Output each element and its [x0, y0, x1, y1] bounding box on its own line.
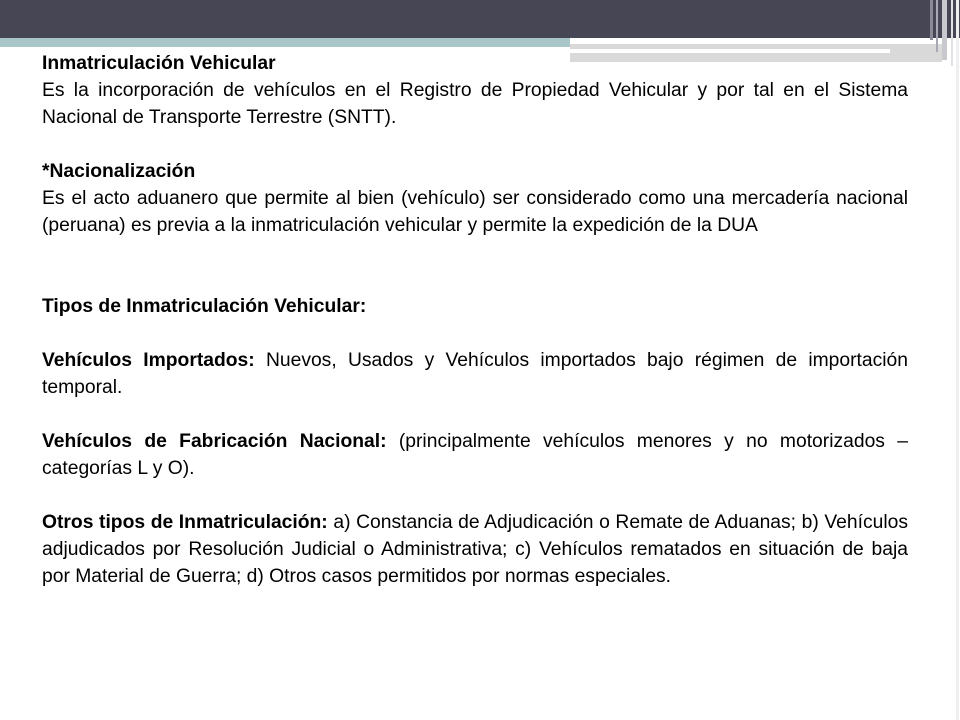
paragraph-nacionalizacion: Es el acto aduanero que permite al bien (vehículo) ser considerado como una mercadería nacional (peruana) es previa a la inmatriculación vehicular y permite la expedición de la DUA: [42, 188, 908, 236]
header-accent-teal: [0, 38, 570, 47]
slide-header-bar: [0, 0, 960, 38]
spacer: [42, 320, 908, 347]
item-fabricacion-text: (principalmente vehículos menores y no motorizados – categorías L y O).: [42, 431, 908, 479]
slide-body: [42, 50, 908, 590]
stripe: [930, 0, 933, 40]
spacer: [42, 131, 908, 158]
stripe: [936, 0, 938, 52]
item-importados-text: Nuevos, Usados y Vehículos importados bajo régimen de importación temporal.: [42, 350, 908, 398]
stripe: [951, 0, 953, 66]
stripe: [956, 0, 959, 720]
item-fabricacion-label: Vehículos de Fabricación Nacional:: [42, 431, 387, 452]
item-otros-text: a) Constancia de Adjudicación o Remate de Aduanas; b) Vehículos adjudicados por Resolución Judicial o Administrativa; c) Vehículos rematados en situación de baja por Material de Guerra; d) Otros casos permitidos por normas especiales.: [42, 512, 908, 587]
right-decorative-stripes: [930, 0, 960, 720]
spacer: [42, 482, 908, 509]
item-otros-label: Otros tipos de Inmatriculación:: [42, 512, 328, 533]
spacer: [42, 401, 908, 428]
spacer: [42, 239, 908, 293]
heading-nacionalizacion: *Nacionalización: [42, 161, 196, 182]
item-fabricacion-nacional: [42, 428, 908, 482]
item-otros-tipos: [42, 509, 908, 590]
paragraph-inmatriculacion: Es la incorporación de vehículos en el Registro de Propiedad Vehicular y por tal en el Sistema Nacional de Transporte Terrestre (SNTT).: [42, 80, 908, 128]
heading-inmatriculacion: Inmatriculación Vehicular: [42, 53, 276, 74]
stripe: [942, 0, 947, 60]
item-importados-label: Vehículos Importados:: [42, 350, 255, 371]
item-importados: [42, 347, 908, 401]
heading-tipos: Tipos de Inmatriculación Vehicular:: [42, 296, 367, 317]
